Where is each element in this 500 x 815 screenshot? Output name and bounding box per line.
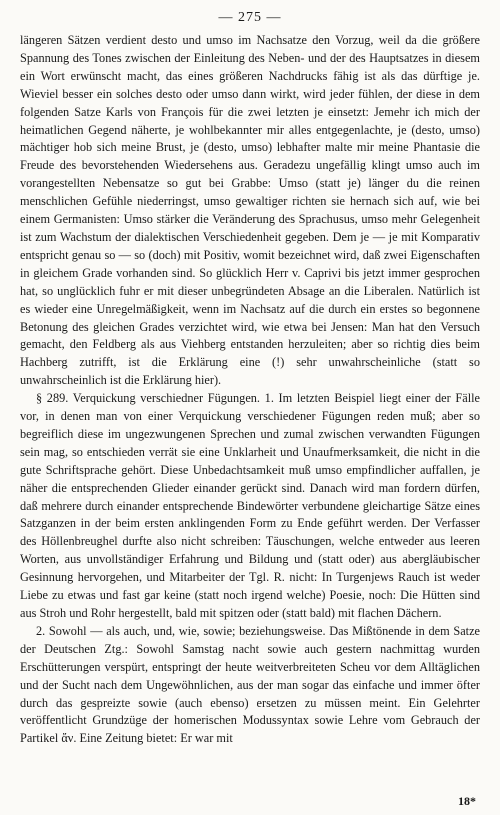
body-text: [20, 32, 480, 748]
paragraph-2: § 289. Verquickung verschiedner Fügungen. 1. Im letzten Beispiel liegt einer der Fälle vor, in denen man von einer Verquickung verschiedener Fügungen reden muß; aber so begreiflich diese im ungezwungenen Sprechen und zumal zwischen verwandten Fügungen sein mag, so entschieden verrät sie eine Unklarheit und Unaufmerksamkeit, die nicht in die gute Schriftsprache gehört. Diese Unbedachtsamkeit muß umso empfindlicher auffallen, je näher die entsprechenden Glieder einander gerückt sind. Danach wird man fordern dürfen, daß mehrere durch einander entsprechende Bindewörter verbundene gleichartige Sätze eines Satzganzen in der beim ersten anklingenden Form zu Ende geführt werden. Der Verfasser des Höllenbreughel durfte also nicht schreiben: Täuschungen, welche entweder aus leeren Worten, aus unvollständiger Erfahrung und Bildung und (statt oder) aus abergläubischer Gesinnung hervorgehen, und Mitarbeiter der Tgl. R. nicht: In Turgenjews Rauch ist weder Liebe zu etwas und fast gar keine (statt noch irgend welche) Poesie, noch: Die Hütten sind aus Stroh und Rohr hergestellt, bald mit spitzen oder (statt bald) mit flachen Dächern.: [20, 391, 480, 620]
page-number: — 275 —: [218, 10, 282, 25]
paragraph-1: längeren Sätzen verdient desto und umso im Nachsatze den Vorzug, weil da die größere Spannung des Tones zwischen der Einleitung des Neben- und der des Hauptsatzes in diesem ein Wort erwünscht macht, das eines größeren Nachdrucks fähig ist als das dürftige je. Wieviel besser ein solches desto oder umso dann wirkt, wird jeder fühlen, der diese in dem folgenden Satze Karls von François für die zwei letzten je einsetzt: Jemehr ich mich der heimatlichen Gegend näherte, je wohlbekannter mir alles entgegenlachte, je (desto, umso) mächtiger hob sich meine Brust, je (desto, umso) lebhafter malte mir meine Phantasie die Freude des bevorstehenden Wiedersehens aus. Geradezu ungefällig klingt umso auch im vorangestellten Nebensatze so gut bei Grabbe: Umso (statt je) länger du die reinen menschlichen Gefühle niederringst, umso gewaltiger richten sie hernach sich auf, wie bei einem Germanisten: Umso stärker die Veränderung des Sprachusus, umso mehr Gelegenheit ist zum Wachstum der dialektischen Verschiedenheit gegeben. Dem je — je mit Komparativ entspricht genau so — so (doch) mit Positiv, womit bezeichnet wird, daß zwei Eigenschaften in gleichem Grade vorhanden sind. So glücklich Herr v. Caprivi bis jetzt immer gesprochen hat, so unglücklich fuhr er mit dieser unbegründeten Absage an die Liberalen. Natürlich ist es wieder eine Unregelmäßigkeit, wenn im Nachsatz auf die durch ein erstes so begonnene Betonung des gleichen Grades verzichtet wird, wie etwa bei Jensen: Man hat den Versuch gemacht, den Feldberg als aus Viehberg entstanden herzuleiten; aber so richtig dies beim Hachberg zutrifft, ist die Erklärung eine (!) sehr unwahrscheinliche (statt so unwahrscheinlich ist die Erklärung hier).: [20, 33, 480, 388]
paragraph-3: 2. Sowohl — als auch, und, wie, sowie; beziehungsweise. Das Mißtönende in dem Satze der Deutschen Ztg.: Sowohl Samstag nacht sowie auch gestern nachmittag wurden Erschütterungen verspürt, entspringt der heute weitverbreiteten Scheu vor dem Alltäglichen und der Sucht nach dem Ungewöhnlichen, aus der man sogar das einfache und immer öfter durch das gespreizte sowie (auch ebenso) ersetzen zu müssen meint. Ein Gelehrter veröffentlicht Grundzüge der homerischen Modussyntax sowie Lehre vom Gebrauch der Partikel ἄν. Eine Zeitung bietet: Er war mit: [20, 623, 480, 746]
signature-mark: 18*: [458, 794, 476, 808]
